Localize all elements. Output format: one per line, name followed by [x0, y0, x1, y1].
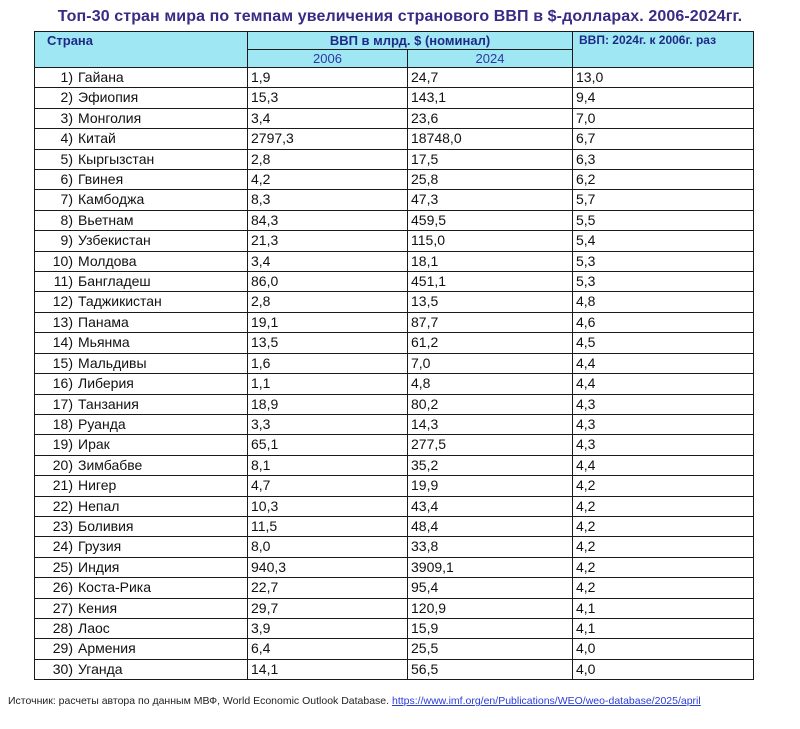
rank-number: 13): [52, 313, 73, 330]
country-cell: [35, 312, 248, 332]
country-name: Зимбабве: [78, 456, 143, 473]
table-row: [35, 435, 754, 455]
gdp-2024-cell: 19,9: [408, 476, 573, 496]
gdp-2006-cell: 84,3: [248, 210, 408, 230]
rank-number: 29): [52, 640, 73, 657]
table-row: [35, 149, 754, 169]
country-name: Кыргызстан: [78, 150, 155, 167]
rank-number: 3): [60, 109, 73, 126]
header-year-2006: 2006: [248, 50, 408, 68]
ratio-cell: 4,1: [573, 618, 754, 638]
gdp-2024-cell: 3909,1: [408, 557, 573, 577]
gdp-2024-cell: 25,8: [408, 170, 573, 190]
country-name: Панама: [78, 313, 129, 330]
country-name: Таджикистан: [78, 293, 162, 310]
country-cell: [35, 68, 248, 88]
ratio-cell: 4,3: [573, 435, 754, 455]
ratio-cell: 4,2: [573, 537, 754, 557]
table-row: [35, 455, 754, 475]
rank-number: 25): [52, 558, 73, 575]
gdp-2006-cell: 13,5: [248, 333, 408, 353]
gdp-2024-cell: 43,4: [408, 496, 573, 516]
table-row: [35, 496, 754, 516]
table-body: [35, 68, 754, 680]
country-cell: [35, 455, 248, 475]
ratio-cell: 7,0: [573, 108, 754, 128]
gdp-2006-cell: 8,1: [248, 455, 408, 475]
country-name: Гвинея: [78, 171, 124, 188]
rank-number: 10): [52, 252, 73, 269]
country-cell: [35, 149, 248, 169]
gdp-growth-table: [34, 31, 754, 680]
ratio-cell: 4,1: [573, 598, 754, 618]
ratio-cell: 6,2: [573, 170, 754, 190]
country-name: Вьетнам: [78, 211, 134, 228]
gdp-2006-cell: 21,3: [248, 231, 408, 251]
country-name: Камбоджа: [78, 191, 145, 208]
rank-number: 7): [60, 191, 73, 208]
table-row: [35, 374, 754, 394]
table-row: [35, 618, 754, 638]
gdp-2006-cell: 2,8: [248, 292, 408, 312]
country-cell: [35, 374, 248, 394]
country-name: Молдова: [78, 252, 137, 269]
gdp-2006-cell: 2797,3: [248, 129, 408, 149]
country-cell: [35, 618, 248, 638]
gdp-2024-cell: 14,3: [408, 414, 573, 434]
country-cell: [35, 476, 248, 496]
rank-number: 27): [52, 599, 73, 616]
rank-number: 16): [52, 375, 73, 392]
gdp-2024-cell: 87,7: [408, 312, 573, 332]
gdp-2024-cell: 459,5: [408, 210, 573, 230]
header-row-top: [35, 32, 754, 50]
gdp-2024-cell: 80,2: [408, 394, 573, 414]
country-cell: [35, 108, 248, 128]
ratio-cell: 4,0: [573, 659, 754, 679]
gdp-2024-cell: 23,6: [408, 108, 573, 128]
rank-number: 22): [52, 497, 73, 514]
country-cell: [35, 557, 248, 577]
ratio-cell: 4,0: [573, 639, 754, 659]
source-text: Источник: расчеты автора по данным МВФ, World Economic Outlook Database.: [8, 695, 390, 707]
gdp-2024-cell: 451,1: [408, 272, 573, 292]
table-row: [35, 170, 754, 190]
country-name: Армения: [78, 640, 136, 657]
gdp-2024-cell: 15,9: [408, 618, 573, 638]
country-name: Монголия: [78, 109, 142, 126]
ratio-cell: 4,3: [573, 414, 754, 434]
table-row: [35, 353, 754, 373]
country-name: Нигер: [78, 477, 117, 494]
country-cell: [35, 394, 248, 414]
table-row: [35, 231, 754, 251]
gdp-2006-cell: 18,9: [248, 394, 408, 414]
gdp-2006-cell: 1,9: [248, 68, 408, 88]
table-title: Топ-30 стран мира по темпам увеличения странового ВВП в $-долларах. 2006-2024гг.: [57, 8, 743, 25]
rank-number: 23): [52, 517, 73, 534]
rank-number: 21): [52, 477, 73, 494]
rank-number: 17): [52, 395, 73, 412]
gdp-2006-cell: 15,3: [248, 88, 408, 108]
rank-number: 4): [60, 130, 73, 147]
gdp-2024-cell: 17,5: [408, 149, 573, 169]
gdp-2024-cell: 47,3: [408, 190, 573, 210]
ratio-cell: 4,2: [573, 516, 754, 536]
rank-number: 9): [60, 232, 73, 249]
gdp-2006-cell: 1,6: [248, 353, 408, 373]
gdp-2006-cell: 10,3: [248, 496, 408, 516]
country-cell: [35, 333, 248, 353]
country-name: Индия: [78, 558, 120, 575]
country-cell: [35, 639, 248, 659]
rank-number: 15): [52, 354, 73, 371]
country-cell: [35, 516, 248, 536]
table-row: [35, 476, 754, 496]
country-name: Ирак: [78, 436, 110, 453]
country-cell: [35, 496, 248, 516]
gdp-2006-cell: 6,4: [248, 639, 408, 659]
table-row: [35, 312, 754, 332]
ratio-cell: 4,6: [573, 312, 754, 332]
rank-number: 19): [52, 436, 73, 453]
gdp-2024-cell: 48,4: [408, 516, 573, 536]
gdp-2024-cell: 35,2: [408, 455, 573, 475]
rank-number: 24): [52, 538, 73, 555]
gdp-2006-cell: 8,0: [248, 537, 408, 557]
rank-number: 8): [60, 211, 73, 228]
rank-number: 2): [60, 89, 73, 106]
table-row: [35, 557, 754, 577]
table-row: [35, 108, 754, 128]
table-row: [35, 251, 754, 271]
country-cell: [35, 578, 248, 598]
ratio-cell: 5,4: [573, 231, 754, 251]
gdp-2006-cell: 4,2: [248, 170, 408, 190]
table-row: [35, 190, 754, 210]
header-country: Страна: [35, 32, 248, 68]
rank-number: 20): [52, 456, 73, 473]
country-cell: [35, 353, 248, 373]
ratio-cell: 5,5: [573, 210, 754, 230]
country-name: Китай: [78, 130, 116, 147]
gdp-2006-cell: 65,1: [248, 435, 408, 455]
table-row: [35, 578, 754, 598]
ratio-cell: 13,0: [573, 68, 754, 88]
rank-number: 12): [52, 293, 73, 310]
header-ratio: ВВП: 2024г. к 2006г. раз: [573, 32, 754, 68]
country-name: Боливия: [78, 517, 134, 534]
gdp-2024-cell: 143,1: [408, 88, 573, 108]
ratio-cell: 5,7: [573, 190, 754, 210]
rank-number: 11): [53, 273, 73, 290]
country-name: Лаос: [78, 619, 110, 636]
gdp-2024-cell: 120,9: [408, 598, 573, 618]
gdp-2024-cell: 7,0: [408, 353, 573, 373]
gdp-2006-cell: 4,7: [248, 476, 408, 496]
ratio-cell: 4,4: [573, 374, 754, 394]
rank-number: 28): [52, 619, 73, 636]
table-row: [35, 598, 754, 618]
country-name: Узбекистан: [78, 232, 151, 249]
table-row: [35, 537, 754, 557]
table-row: [35, 129, 754, 149]
country-cell: [35, 129, 248, 149]
table-row: [35, 394, 754, 414]
gdp-2006-cell: 3,4: [248, 251, 408, 271]
country-name: Непал: [78, 497, 120, 514]
gdp-2024-cell: 61,2: [408, 333, 573, 353]
gdp-2006-cell: 2,8: [248, 149, 408, 169]
table-row: [35, 659, 754, 679]
table-row: [35, 68, 754, 88]
country-cell: [35, 414, 248, 434]
table-row: [35, 272, 754, 292]
ratio-cell: 4,2: [573, 476, 754, 496]
country-cell: [35, 537, 248, 557]
ratio-cell: 4,2: [573, 496, 754, 516]
gdp-2024-cell: 18,1: [408, 251, 573, 271]
gdp-2006-cell: 3,3: [248, 414, 408, 434]
table-row: [35, 516, 754, 536]
rank-number: 30): [52, 660, 73, 677]
country-cell: [35, 251, 248, 271]
table-row: [35, 292, 754, 312]
gdp-2024-cell: 95,4: [408, 578, 573, 598]
country-name: Грузия: [78, 538, 122, 555]
gdp-2024-cell: 33,8: [408, 537, 573, 557]
gdp-2006-cell: 29,7: [248, 598, 408, 618]
country-name: Уганда: [78, 660, 123, 677]
rank-number: 5): [60, 150, 73, 167]
ratio-cell: 4,2: [573, 578, 754, 598]
gdp-2006-cell: 3,9: [248, 618, 408, 638]
gdp-2024-cell: 25,5: [408, 639, 573, 659]
gdp-2024-cell: 18748,0: [408, 129, 573, 149]
gdp-2024-cell: 56,5: [408, 659, 573, 679]
gdp-2006-cell: 14,1: [248, 659, 408, 679]
ratio-cell: 9,4: [573, 88, 754, 108]
ratio-cell: 4,4: [573, 455, 754, 475]
gdp-2006-cell: 1,1: [248, 374, 408, 394]
country-cell: [35, 659, 248, 679]
gdp-2006-cell: 8,3: [248, 190, 408, 210]
country-name: Руанда: [78, 415, 126, 432]
country-cell: [35, 190, 248, 210]
country-name: Кения: [78, 599, 118, 616]
country-name: Танзания: [78, 395, 139, 412]
header-gdp-group: ВВП в млрд. $ (номинал): [248, 32, 573, 50]
table-row: [35, 210, 754, 230]
gdp-2006-cell: 19,1: [248, 312, 408, 332]
country-name: Мьянма: [78, 334, 130, 351]
ratio-cell: 6,3: [573, 149, 754, 169]
gdp-2024-cell: 13,5: [408, 292, 573, 312]
table-row: [35, 639, 754, 659]
country-name: Коста-Рика: [78, 579, 152, 596]
table-row: [35, 88, 754, 108]
rank-number: 18): [52, 415, 73, 432]
rank-number: 14): [52, 334, 73, 351]
gdp-2006-cell: 940,3: [248, 557, 408, 577]
ratio-cell: 4,2: [573, 557, 754, 577]
ratio-cell: 4,4: [573, 353, 754, 373]
source-link[interactable]: https://www.imf.org/en/Publications/WEO/weo-database/2025/april: [391, 695, 701, 707]
country-cell: [35, 88, 248, 108]
rank-number: 26): [52, 579, 73, 596]
country-cell: [35, 435, 248, 455]
header-year-2024: 2024: [408, 50, 573, 68]
country-name: Либерия: [78, 375, 134, 392]
gdp-table-container: [34, 31, 753, 680]
gdp-2006-cell: 86,0: [248, 272, 408, 292]
gdp-2006-cell: 3,4: [248, 108, 408, 128]
gdp-2006-cell: 22,7: [248, 578, 408, 598]
country-name: Мальдивы: [78, 354, 147, 371]
ratio-cell: 4,5: [573, 333, 754, 353]
rank-number: 1): [60, 69, 73, 85]
ratio-cell: 5,3: [573, 251, 754, 271]
ratio-cell: 4,8: [573, 292, 754, 312]
gdp-2006-cell: 11,5: [248, 516, 408, 536]
table-row: [35, 333, 754, 353]
country-name: Эфиопия: [78, 89, 139, 106]
gdp-2024-cell: 115,0: [408, 231, 573, 251]
ratio-cell: 6,7: [573, 129, 754, 149]
table-row: [35, 414, 754, 434]
country-cell: [35, 231, 248, 251]
country-cell: [35, 210, 248, 230]
country-cell: [35, 272, 248, 292]
country-cell: [35, 170, 248, 190]
source-note: [8, 695, 788, 708]
country-cell: [35, 598, 248, 618]
gdp-2024-cell: 24,7: [408, 68, 573, 88]
gdp-2024-cell: 4,8: [408, 374, 573, 394]
ratio-cell: 5,3: [573, 272, 754, 292]
ratio-cell: 4,3: [573, 394, 754, 414]
country-name: Гайана: [78, 69, 124, 85]
rank-number: 6): [60, 171, 73, 188]
gdp-2024-cell: 277,5: [408, 435, 573, 455]
country-name: Бангладеш: [78, 273, 151, 290]
country-cell: [35, 292, 248, 312]
